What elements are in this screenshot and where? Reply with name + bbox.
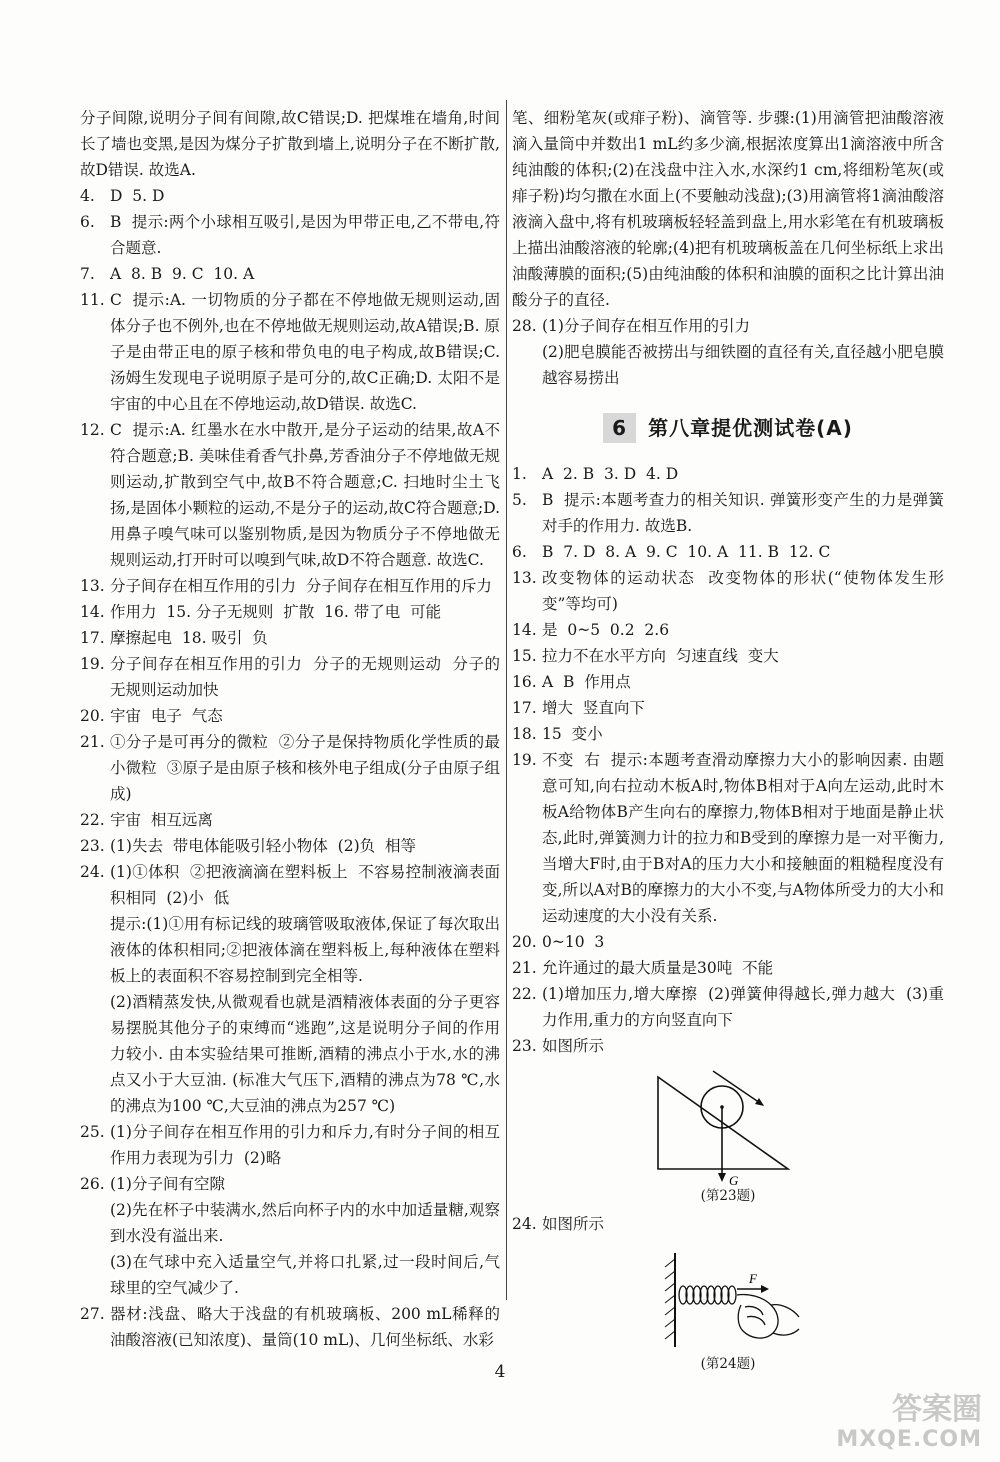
answer-item	[512, 721, 944, 747]
item-text: (1)增加压力,增大摩擦 (2)弹簧伸得越长,弹力越大 (3)重力作用,重力的方向竖直向下	[542, 985, 944, 1029]
item-number: 16.	[512, 673, 537, 691]
item-number: 20.	[512, 933, 537, 951]
item-text: (1)①体积 ②把液滴滴在塑料板上 不容易控制液滴表面积相同 (2)小 低 提示:(1)①用有标记线的玻璃管吸取液体,保证了每次取出液体的体积相同;②把液体滴在塑料板上,每种液体在塑料板上的表面积不容易控制到完全相等. (2)酒精蒸发快,从微观看也就是酒精液体表面的分子更容易摆脱其他分子的束缚而“逃跑”,这是说明分子间的作用力较小. 由本实验结果可推断,酒精的沸点小于水,水的沸点又小于大豆油. (标准大气压下,酒精的沸点为78 ℃,水的沸点为100 ℃,大豆油的沸点为257 ℃)	[110, 863, 500, 1115]
answer-item	[512, 313, 944, 391]
section-number: 6	[603, 413, 636, 443]
item-number: 12.	[80, 421, 105, 439]
item-number: 6.	[512, 543, 527, 561]
answer-item	[80, 651, 500, 703]
item-number: 24.	[80, 863, 105, 881]
answer-item	[80, 807, 500, 833]
item-number: 23.	[512, 1037, 537, 1055]
item-text: 分子间存在相互作用的引力 分子间存在相互作用的斥力	[110, 577, 492, 595]
answer-item	[80, 209, 500, 261]
answer-item	[80, 417, 505, 573]
item-number: 1.	[512, 465, 527, 483]
item-text: 是 0~5 0.2 2.6	[542, 621, 670, 639]
gravity-arrow-head	[718, 1173, 726, 1182]
item-text: B 提示:两个小球相互吸引,是因为甲带正电,乙不带电,符合题意.	[110, 213, 500, 257]
right-answer-list-top	[512, 313, 944, 391]
item-number: 19.	[80, 655, 105, 673]
spring	[679, 1286, 736, 1304]
watermark-url: MXQE.COM	[836, 1427, 982, 1452]
item-number: 21.	[80, 733, 105, 751]
motion-arrow-line	[713, 1071, 763, 1105]
figure-24-caption: (第24题)	[700, 1356, 756, 1372]
right-answer-list	[512, 461, 944, 1059]
figure-23	[512, 1067, 944, 1205]
answer-item	[80, 833, 500, 859]
left-column	[80, 105, 505, 1353]
answer-item	[512, 981, 944, 1033]
answer-item	[512, 643, 944, 669]
figure-24	[512, 1245, 944, 1373]
right-column	[512, 105, 944, 1379]
item-number: 14.	[512, 621, 537, 639]
answer-item	[80, 599, 500, 625]
figure-23-caption: (第23题)	[700, 1188, 756, 1204]
answer-item	[80, 729, 500, 807]
item-text: A B 作用点	[542, 673, 631, 691]
motion-arrow-head	[755, 1098, 764, 1106]
item-number: 7.	[80, 265, 95, 283]
incline-ball-diagram	[643, 1067, 813, 1187]
item-text: (1)分子间有空隙 (2)先在杯子中装满水,然后向杯子内的水中加适量糖,观察到水没有溢出来. (3)在气球中充入适量空气,并将口扎紧,过一段时间后,气球里的空气减少了.	[110, 1175, 500, 1297]
section-heading	[512, 413, 944, 443]
item-text: C 提示:A. 一切物质的分子都在不停地做无规则运动,固体分子也不例外,也在不停地做无规则运动,故A错误;B. 原子是由带正电的原子核和带负电的电子构成,故B错误;C. 汤姆生发现电子说明原子是可分的,故C正确;D. 太阳不是宇宙的中心且在不停地运动,故D错误. 故选C.	[110, 291, 505, 413]
item-number: 5.	[512, 491, 527, 509]
item-number: 22.	[512, 985, 537, 1003]
answer-item	[512, 955, 944, 981]
answer-item-24	[512, 1211, 944, 1237]
item-number: 23.	[80, 837, 105, 855]
item-text: (1)失去 带电体能吸引轻小物体 (2)负 相等	[110, 837, 416, 855]
item-text: 增大 竖直向下	[542, 699, 645, 717]
answer-item	[512, 565, 944, 617]
item-text: 拉力不在水平方向 匀速直线 变大	[542, 647, 779, 665]
item-text: B 7. D 8. A 9. C 10. A 11. B 12. C	[542, 543, 831, 561]
section-title: 第八章提优测试卷(A)	[648, 416, 853, 440]
answer-item	[512, 617, 944, 643]
item-text: 分子间存在相互作用的引力 分子的无规则运动 分子的无规则运动加快	[110, 655, 500, 699]
item-text: 宇宙 电子 气态	[110, 707, 223, 725]
page-number: 4	[494, 1362, 506, 1382]
answer-item	[512, 695, 944, 721]
answer-item	[80, 703, 500, 729]
item-number: 28.	[512, 317, 537, 335]
item-number: 17.	[80, 629, 105, 647]
answer-item	[80, 1119, 500, 1171]
answer-item	[512, 539, 944, 565]
item-text: 摩擦起电 18. 吸引 负	[110, 629, 268, 647]
wall-hatching	[665, 1259, 675, 1339]
watermark-text: 答案圈	[892, 1392, 982, 1427]
answer-item	[512, 929, 944, 955]
answer-item	[80, 1301, 500, 1353]
left-continuation: 分子间隙,说明分子间有间隙,故C错误;D. 把煤堆在墙角,时间长了墙也变黑,是因为煤分子扩散到墙上,说明分子在不断扩散,故D错误. 故选A.	[80, 109, 500, 179]
incline-triangle	[658, 1077, 788, 1169]
answer-item	[80, 859, 500, 1119]
hand	[737, 1294, 799, 1338]
item-text: 不变 右 提示:本题考查滑动摩擦力大小的影响因素. 由题意可知,向右拉动木板A时,物体B相对于A向左运动,此时木板A给物体B产生向右的摩擦力,物体B相对于地面是静止状态,此时,弹簧测力计的拉力和B受到的摩擦力是一对平衡力,当增大F时,由于B对A的压力大小和接触面的粗糙程度没有变,所以A对B的摩擦力的大小不变,与A物体所受力的大小和运动速度的大小没有关系.	[542, 751, 944, 925]
item-text: 作用力 15. 分子无规则 扩散 16. 带了电 可能	[110, 603, 442, 621]
answer-item	[512, 747, 944, 929]
item-text: (1)分子间存在相互作用的引力和斥力,有时分子间的相互作用力表现为引力 (2)略	[110, 1123, 500, 1167]
column-divider	[506, 100, 507, 1300]
answer-item	[80, 625, 500, 651]
item-text: ①分子是可再分的微粒 ②分子是保持物质化学性质的最小微粒 ③原子是由原子核和核外电子组成(分子由原子组成)	[110, 733, 500, 803]
item-number: 13.	[512, 569, 537, 587]
spring-wall-diagram	[653, 1245, 803, 1355]
item-text: A 2. B 3. D 4. D	[542, 465, 679, 483]
answer-item	[80, 183, 500, 209]
item-number: 25.	[80, 1123, 105, 1141]
item-text: 如图所示	[542, 1037, 605, 1055]
answer-item	[512, 461, 944, 487]
item-text: 15 变小	[542, 725, 603, 743]
item-text: 器材:浅盘、略大于浅盘的有机玻璃板、200 mL稀释的油酸溶液(已知浓度)、量筒(10 mL)、几何坐标纸、水彩	[110, 1305, 500, 1349]
item-number: 4.	[80, 187, 95, 205]
item-text: 0~10 3	[542, 933, 605, 951]
item-number: 15.	[512, 647, 537, 665]
item-number: 27.	[80, 1305, 105, 1323]
item-number: 18.	[512, 725, 537, 743]
gravity-label: G	[729, 1173, 739, 1187]
item-text: C 提示:A. 红墨水在水中散开,是分子运动的结果,故A不符合题意;B. 美味佳肴香气扑鼻,芳香油分子不停地做无规则运动,扩散到空气中,故B不符合题意;C. 扫地时尘土飞扬,是固体小颗粒的运动,不是分子的运动,故C符合题意;D. 用鼻子嗅气味可以鉴别物质,是因为物质分子不停地做无规则运动,打开时可以嗅到气味,故D不符合题意. 故选C.	[110, 421, 505, 569]
force-arrow-head	[761, 1285, 769, 1293]
answer-item	[512, 1033, 944, 1059]
item-number: 13.	[80, 577, 105, 595]
answer-item	[512, 487, 944, 539]
force-label: F	[749, 1271, 757, 1286]
answer-item	[80, 1171, 500, 1301]
item-number: 21.	[512, 959, 537, 977]
answer-item	[80, 287, 505, 417]
item-number: 19.	[512, 751, 537, 769]
item-text: 允许通过的最大质量是30吨 不能	[542, 959, 774, 977]
item-text: (1)分子间存在相互作用的引力 (2)肥皂膜能否被捞出与细铁圈的直径有关,直径越小肥皂膜越容易捞出	[542, 317, 944, 387]
item-number: 20.	[80, 707, 105, 725]
right-continuation: 笔、细粉笔灰(或痱子粉)、滴管等. 步骤:(1)用滴管把油酸溶液滴入量筒中并数出1 mL约多少滴,根据浓度算出1滴溶液中所含纯油酸的体积;(2)在浅盘中注入水,水深约1 cm,将细粉笔灰(或痱子粉)均匀撒在水面上(不要触动浅盘);(3)用滴管将1滴油酸溶液滴入盘中,将有机玻璃板轻轻盖到盘上,用水彩笔在有机玻璃板上描出油酸溶液的轮廓;(4)把有机玻璃板盖在几何坐标纸上求出油酸薄膜的面积;(5)由纯油酸的体积和油膜的面积之比计算出油酸分子的直径.	[512, 109, 944, 309]
answer-item	[80, 573, 500, 599]
item-number: 14.	[80, 603, 105, 621]
left-answer-list	[80, 183, 505, 1353]
item-text: A 8. B 9. C 10. A	[110, 265, 255, 283]
item-text: 如图所示	[542, 1215, 605, 1233]
answer-item	[80, 261, 500, 287]
item-number: 17.	[512, 699, 537, 717]
watermark-logo	[836, 1392, 982, 1455]
item-number: 11.	[80, 291, 105, 309]
item-text: D 5. D	[110, 187, 165, 205]
item-text: 宇宙 相互远离	[110, 811, 213, 829]
item-number: 22.	[80, 811, 105, 829]
item-text: 改变物体的运动状态 改变物体的形状(“使物体发生形变”等均可)	[542, 569, 944, 613]
answer-item	[512, 669, 944, 695]
item-number: 24.	[512, 1215, 537, 1233]
item-number: 6.	[80, 213, 95, 231]
item-text: B 提示:本题考查力的相关知识. 弹簧形变产生的力是弹簧对手的作用力. 故选B.	[542, 491, 944, 535]
item-number: 26.	[80, 1175, 105, 1193]
